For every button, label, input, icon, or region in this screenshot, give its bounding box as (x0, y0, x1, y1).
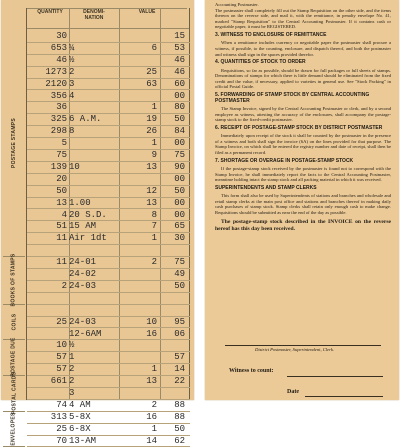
value-cents-cell: 50 (174, 280, 185, 291)
value-dollars-cell (123, 292, 157, 304)
value-dollars-cell: 7 (151, 221, 157, 232)
value-dollars-cell: 16 (146, 328, 157, 339)
value-cents-cell: 57 (174, 352, 185, 363)
denomination-cell: 15 AM (69, 221, 97, 232)
section-label-text: BOOKS OF STAMPS (11, 253, 17, 307)
value-dollars-cell (123, 30, 157, 42)
value-cents-cell: 22 (174, 376, 185, 387)
value-dollars-cell: 14 (146, 435, 157, 446)
value-cents-cell: 06 (174, 328, 185, 339)
header-denomination: DENOMI- NATION (83, 9, 105, 21)
value-cents-cell: 84 (174, 126, 185, 137)
quantity-cell (27, 268, 67, 280)
value-dollars-cell: 2 (151, 399, 157, 410)
value-dollars-cell: 9 (151, 150, 157, 160)
section-heading: 4. QUANTITIES OF STOCK TO ORDER (215, 59, 306, 66)
value-dollars-cell (123, 387, 157, 399)
ledger-column-header (27, 8, 189, 29)
value-dollars-cell: 10 (146, 316, 157, 327)
denomination-cell: 1.00 (69, 197, 91, 208)
section-label (3, 411, 25, 448)
section-label-text: POSTAGE DUE (11, 337, 18, 377)
quantity-cell: 74 (56, 399, 67, 410)
quantity-cell: 661 (50, 376, 67, 387)
denomination-cell (69, 244, 111, 256)
value-cents-cell (161, 339, 185, 351)
denomination-cell: 2 (69, 376, 75, 387)
value-dollars-cell: 12 (146, 185, 157, 196)
value-dollars-cell (123, 268, 157, 280)
value-dollars-cell: 1 (151, 233, 157, 244)
section-heading: SUPERINTENDENTS AND STAMP CLERKS (215, 184, 317, 191)
denomination-cell (69, 185, 111, 197)
value-dollars-cell (123, 280, 157, 292)
quantity-cell (27, 387, 67, 399)
section-text: When a remittance includes currency or negotiable paper the postmaster shall procure a witness, if possible, to the counting, enclosure, and dispatch thereof, and both the postmaster and witness shall sign in the spaces provided therefor. (215, 40, 391, 57)
section-label (3, 253, 25, 307)
denomination-cell: 4 (69, 90, 75, 101)
denomination-cell (69, 292, 111, 304)
quantity-cell: 25 (56, 423, 67, 434)
instructions-page (205, 0, 399, 400)
value-cents-cell (161, 304, 185, 316)
value-cents-cell: 49 (174, 269, 185, 279)
denomination-cell (69, 173, 111, 185)
value-cents-cell: 00 (174, 197, 185, 208)
denomination-cell: 12-6AM (69, 328, 102, 339)
quantity-cell: 70 (56, 435, 67, 446)
value-cents-cell: 50 (174, 423, 185, 434)
value-dollars-cell: 2 (151, 257, 157, 268)
value-cents-cell (161, 387, 185, 399)
value-dollars-cell (123, 244, 157, 256)
denomination-cell: ½ (69, 54, 75, 65)
section-label-text: POSTAGE STAMPS (11, 117, 18, 169)
denomination-cell: 2 (69, 66, 75, 77)
value-dollars-cell: 1 (151, 364, 157, 375)
intro-paragraph: Accounting Postmaster. The postmaster shall completely fill out the Stamp Requisition on the other side, and the items thereon on the reverse side, and mail it, with the remittance, in penalty envelope No. 41, marked "Stamp Requisition" to the Central Accounting Postmaster. If it contains cash or negotiable paper, it must be REGISTERED. (215, 2, 391, 30)
value-dollars-cell: 1 (151, 423, 157, 434)
quantity-cell: 313 (50, 411, 67, 422)
value-cents-cell: 75 (174, 150, 185, 160)
instruction-sections (215, 33, 391, 215)
value-cents-cell: 14 (174, 364, 185, 375)
denomination-cell: 6-8X (69, 423, 91, 434)
value-cents-cell: 80 (174, 102, 185, 113)
value-cents-cell: 00 (174, 173, 185, 184)
instructions-body (215, 2, 391, 235)
value-cents-cell: 60 (174, 78, 185, 89)
witness-label: Witness to count: (229, 368, 274, 374)
value-dollars-cell: 25 (146, 66, 157, 77)
quantity-cell: 653 (50, 42, 67, 53)
value-dollars-cell: 13 (146, 376, 157, 387)
quantity-cell: 57 (56, 364, 67, 375)
quantity-cell: 10 (56, 340, 67, 351)
value-cents-cell: 88 (174, 399, 185, 410)
denomination-cell: Air 1dt (69, 233, 107, 244)
value-dollars-cell: 63 (146, 78, 157, 89)
quantity-cell (27, 328, 67, 340)
value-dollars-cell (123, 304, 157, 316)
value-dollars-cell: 13 (146, 161, 157, 172)
quantity-cell: 25 (56, 316, 67, 327)
value-dollars-cell (123, 339, 157, 351)
quantity-cell (27, 292, 67, 304)
section-label-text: ENVELOPES (11, 412, 18, 446)
quantity-cell: 11 (56, 233, 67, 244)
value-cents-cell: 53 (174, 42, 185, 53)
quantity-cell: 11 (56, 257, 67, 268)
value-cents-cell: 30 (174, 233, 185, 244)
denomination-cell (69, 137, 111, 149)
quantity-cell: 325 (50, 114, 67, 125)
section-label (3, 30, 25, 257)
value-cents-cell: 46 (174, 66, 185, 77)
denomination-cell: 3 (69, 78, 75, 89)
denomination-cell: 20 S.D. (69, 209, 107, 220)
value-dollars-cell: 8 (151, 209, 157, 220)
denomination-cell: 24-03 (69, 280, 97, 291)
signature-caption: District Postmaster, Superintendent, Clerk. (255, 347, 335, 352)
value-cents-cell: 95 (174, 316, 185, 327)
ledger-row (27, 435, 190, 448)
quantity-cell: 139 (50, 161, 67, 172)
denomination-cell: 10 (69, 161, 80, 172)
value-dollars-cell: 1 (151, 102, 157, 113)
value-dollars-cell: 19 (146, 114, 157, 125)
value-dollars-cell (123, 351, 157, 363)
value-cents-cell: 46 (174, 54, 185, 65)
header-quantity: QUANTITY (37, 9, 63, 15)
denomination-cell: 3 (69, 388, 75, 398)
denomination-cell: 1 (69, 352, 75, 363)
ledger-page (1, 0, 194, 446)
section-label (3, 371, 25, 415)
value-dollars-cell: 26 (146, 126, 157, 137)
denomination-cell (69, 149, 111, 161)
value-dollars-cell (123, 54, 157, 66)
signature-line (225, 345, 381, 346)
quantity-cell: 57 (56, 352, 67, 363)
quantity-cell: 30 (56, 31, 67, 41)
value-cents-cell: 50 (174, 114, 185, 125)
value-cents-cell: 62 (174, 435, 185, 446)
denomination-cell: 13-AM (69, 435, 97, 446)
quantity-cell: 36 (56, 102, 67, 113)
denomination-cell: ½ (69, 340, 75, 351)
value-dollars-cell: 1 (151, 138, 157, 149)
value-dollars-cell: 13 (146, 197, 157, 208)
quantity-cell: 20 (56, 173, 67, 184)
denomination-cell: 24-01 (69, 257, 97, 268)
value-cents-cell (161, 292, 185, 304)
section-text: If the postage-stamp stock received by the postmaster is found not to correspond with the Stamp Invoice, he shall immediately report the facts to the Central Accounting Postmaster, meantime holding intact the stamp stock and all packing material in which it was received. (215, 165, 391, 183)
value-cents-cell: 00 (174, 90, 185, 101)
date-label: Date (287, 389, 299, 395)
value-cents-cell: 50 (174, 185, 185, 196)
denomination-cell: 6 A.M. (69, 114, 102, 125)
denomination-cell: 24-02 (69, 269, 97, 279)
quantity-cell: 2 (61, 280, 67, 291)
value-cents-cell: 75 (174, 257, 185, 268)
quantity-cell: 46 (56, 54, 67, 65)
value-cents-cell: 88 (174, 411, 185, 422)
quantity-cell (27, 244, 67, 256)
denomination-cell: 2 (69, 364, 75, 375)
denomination-cell (69, 101, 111, 113)
header-value: VALUE (138, 9, 156, 15)
quantity-cell: 356 (50, 90, 67, 101)
section-heading: 3. WITNESS TO ENCLOSURE OF REMITTANCE (215, 32, 327, 39)
section-label (3, 304, 25, 341)
section-text: The Stamp Invoice, signed by the Central Accounting Postmaster or clerk, and by a second employee as witness, attesting the accuracy of the enclosures, shall accompany the postage-stamp stock to the fixed-credit postmaster. (215, 106, 391, 123)
quantity-cell: 4 (61, 209, 67, 220)
quantity-cell: 75 (56, 150, 67, 160)
section-text: Immediately upon receipt of the stock it shall be counted by the postmaster in the presence of a witness and both shall sign the invoice (6A) on the lines provided for that purpose. The Stamp Invoice, on which shall be entered the registry number and date of receipt, shall then be filed as a permanent record. (215, 133, 391, 155)
value-dollars-cell: 16 (146, 411, 157, 422)
section-heading: 5. FORWARDING OF STAMP STOCK BY CENTRAL ACCOUNTING POSTMASTER (215, 92, 370, 104)
denomination-cell: ¼ (69, 42, 75, 53)
denomination-cell (69, 30, 111, 42)
denomination-cell: 4 AM (69, 399, 91, 410)
value-cents-cell: 00 (174, 209, 185, 220)
date-line[interactable] (305, 396, 383, 397)
section-label-text: POSTAL CARDS (11, 371, 17, 415)
quantity-cell: 298 (50, 126, 67, 137)
value-cents-cell: 00 (174, 138, 185, 149)
value-dollars-cell (123, 90, 157, 102)
quantity-cell: 50 (56, 185, 67, 196)
value-cents-cell: 65 (174, 221, 185, 232)
value-cents-cell: 15 (174, 31, 185, 41)
value-cents-cell (161, 244, 185, 256)
quantity-cell: 51 (56, 221, 67, 232)
denomination-cell: 24-03 (69, 316, 97, 327)
section-text: Requisitions, so far as possible, should be drawn for full packages or full sheets of stamps. Denominations of stamps for which there is little demand should be eliminated from the fixed credit and the value, if necessary, applied to varieties in general use. See "Stock Packing" in official Postal Guide. (215, 67, 391, 90)
quantity-cell: 1273 (45, 66, 67, 77)
closing-statement: The postage-stamp stock described in the INVOICE on the reverse hereof has this day been received. (215, 219, 391, 233)
value-dollars-cell (123, 173, 157, 185)
quantity-cell: 5 (61, 138, 67, 149)
denomination-cell (69, 304, 111, 316)
quantity-cell (27, 304, 67, 316)
denomination-cell: 5-8X (69, 411, 91, 422)
quantity-cell: 2120 (45, 78, 67, 89)
section-label-text: COILS (11, 313, 17, 330)
value-dollars-cell: 6 (151, 42, 157, 53)
quantity-cell: 13 (56, 197, 67, 208)
denomination-cell: 8 (69, 126, 75, 137)
value-cents-cell: 90 (174, 161, 185, 172)
section-heading: 6. RECEIPT OF POSTAGE-STAMP STOCK BY DISTRICT POSTMASTER (215, 125, 383, 132)
section-heading: 7. SHORTAGE OR OVERAGE IN POSTAGE-STAMP STOCK (215, 157, 354, 164)
witness-line[interactable] (287, 376, 383, 377)
section-text: This form shall also be used by Superintendents of stations and branches and wholesale and retail stamp clerks at the main post office and stations and branches thereof in making daily cash purchases of stamp stock. Stamp clerks shall retain only enough cash to make change. Requisitions should be submitted as near the end of the day as possible. (215, 193, 391, 215)
